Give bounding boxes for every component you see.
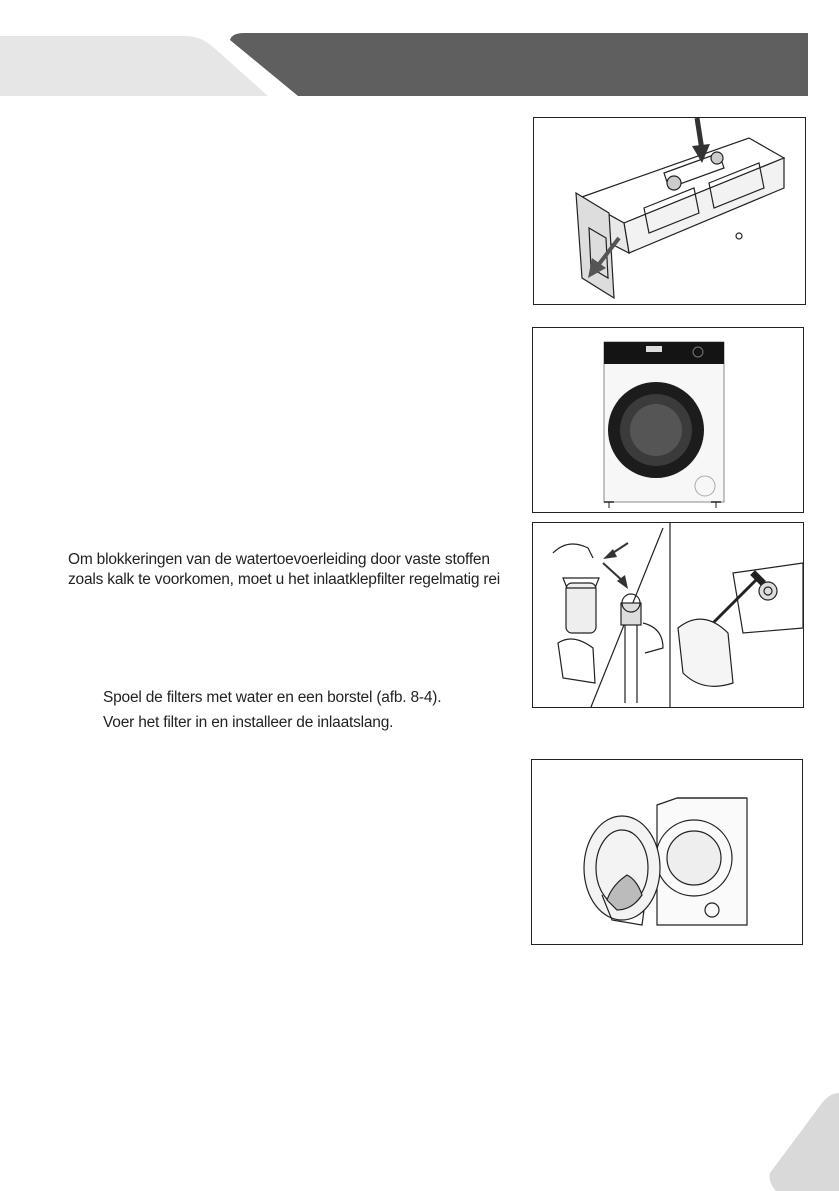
header-dark-bar (230, 33, 808, 96)
header-band (0, 0, 839, 110)
door-seal-figure (531, 759, 803, 945)
drawer-figure (533, 117, 806, 305)
corner-page-tab (760, 1085, 839, 1191)
inlet-filter-cleaning-illustration (533, 523, 803, 707)
washing-machine-front-illustration (533, 328, 803, 512)
header-light-tab (0, 36, 268, 96)
door-seal-wiping-illustration (532, 760, 802, 944)
filter-intro-line-1: Om blokkeringen van de watertoevoerleiding door vaste stoffen (68, 551, 490, 568)
step-rinse-filters: Spoel de filters met water en een borstel (afb. 8-4). (103, 689, 442, 706)
step-insert-filter: Voer het filter in en installeer de inlaatslang. (103, 714, 394, 731)
detergent-drawer-illustration (534, 118, 805, 304)
inlet-filter-figure (532, 522, 804, 708)
washer-front-figure (532, 327, 804, 513)
filter-intro-line-2: zoals kalk te voorkomen, moet u het inlaatklepfilter regelmatig rei (68, 571, 501, 588)
